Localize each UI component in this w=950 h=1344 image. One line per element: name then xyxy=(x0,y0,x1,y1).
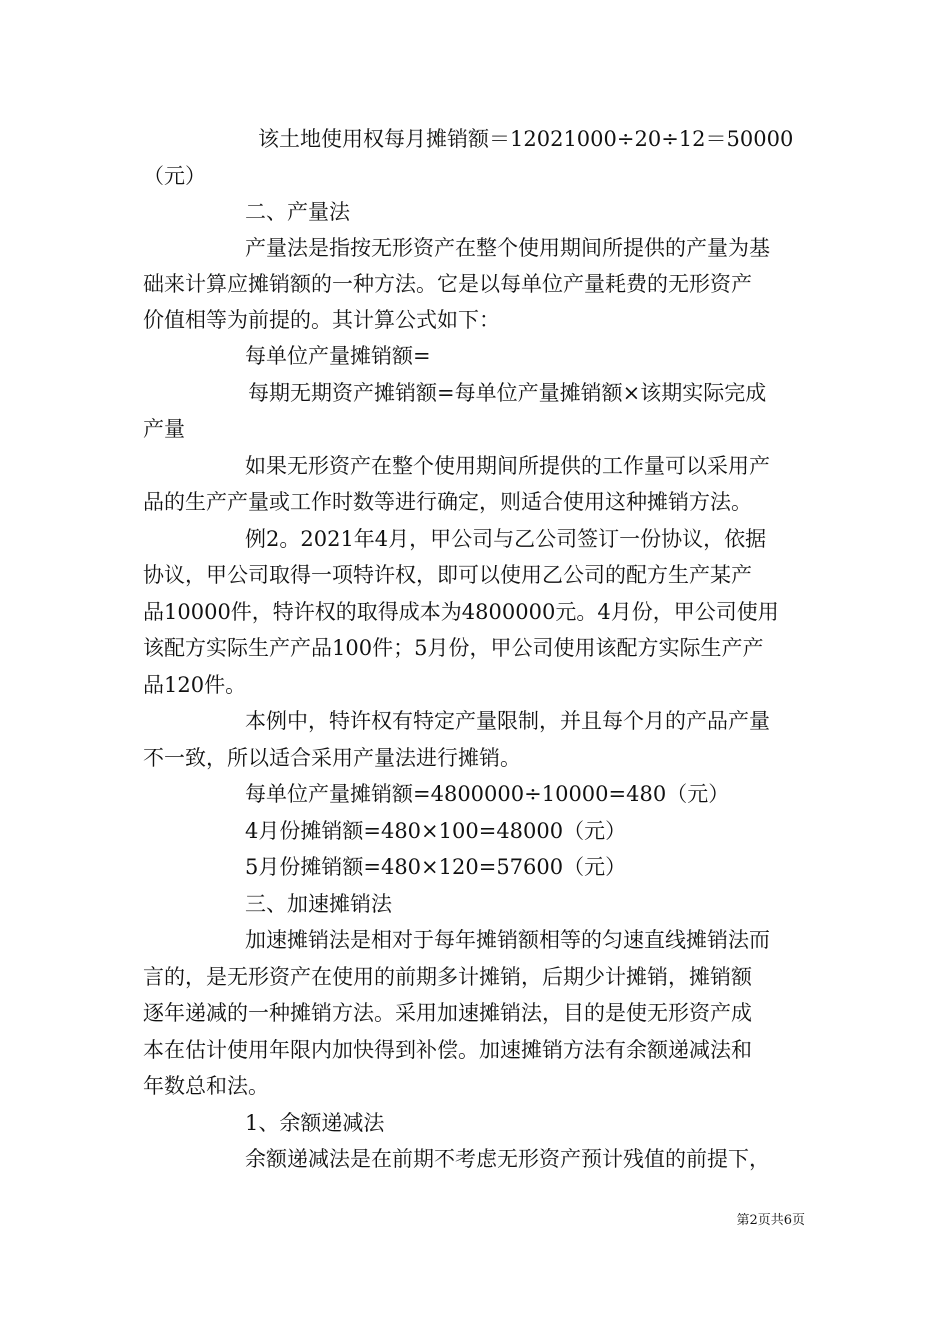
subsection-heading-1: 1、余额递减法 xyxy=(245,1111,385,1135)
formula-line-2: 每期无期资产摊销额=每单位产量摊销额×该期实际完成 xyxy=(248,381,767,405)
calc-line-3: 5月份摊销额=480×120=57600（元） xyxy=(245,855,627,879)
example-line-2: 协议，甲公司取得一项特许权，即可以使用乙公司的配方生产某产 xyxy=(143,563,752,587)
example-line-5: 品120件。 xyxy=(143,673,247,697)
text-line-6: 价值相等为前提的。其计算公式如下： xyxy=(143,308,500,332)
formula-line-1: 每单位产量摊销额= xyxy=(245,344,431,368)
text-line-25: 逐年递减的一种摊销方法。采用加速摊销法，目的是使无形资产成 xyxy=(143,1001,752,1025)
text-line-27: 年数总和法。 xyxy=(143,1074,269,1098)
calc-line-2: 4月份摊销额=480×100=48000（元） xyxy=(245,819,627,843)
text-line-17: 本例中，特许权有特定产量限制，并且每个月的产品产量 xyxy=(245,709,770,733)
text-line-18: 不一致，所以适合采用产量法进行摊销。 xyxy=(143,746,521,770)
text-line-10: 如果无形资产在整个使用期间所提供的工作量可以采用产 xyxy=(245,454,770,478)
text-line-11: 品的生产产量或工作时数等进行确定，则适合使用这种摊销方法。 xyxy=(143,490,752,514)
text-line-24: 言的，是无形资产在使用的前期多计摊销，后期少计摊销，摊销额 xyxy=(143,965,752,989)
example-line-3: 品10000件，特许权的取得成本为4800000元。4月份，甲公司使用 xyxy=(143,600,779,624)
example-line-4: 该配方实际生产产品100件；5月份，甲公司使用该配方实际生产产 xyxy=(143,636,764,660)
text-line-1: 该土地使用权每月摊销额＝12021000÷20÷12＝50000 xyxy=(258,127,794,151)
section-heading-3: 三、加速摊销法 xyxy=(245,892,392,916)
page-number: 第2页共6页 xyxy=(736,1213,805,1228)
text-line-9: 产量 xyxy=(143,417,185,441)
text-line-2: （元） xyxy=(143,164,206,188)
text-line-23: 加速摊销法是相对于每年摊销额相等的匀速直线摊销法而 xyxy=(245,928,770,952)
text-line-26: 本在估计使用年限内加快得到补偿。加速摊销方法有余额递减法和 xyxy=(143,1038,752,1062)
calc-line-1: 每单位产量摊销额=4800000÷10000=480（元） xyxy=(245,782,730,806)
text-line-4: 产量法是指按无形资产在整个使用期间所提供的产量为基 xyxy=(245,236,770,260)
section-heading-2: 二、产量法 xyxy=(245,200,350,224)
text-line-29: 余额递减法是在前期不考虑无形资产预计残值的前提下， xyxy=(245,1147,770,1171)
example-line-1: 例2。2021年4月，甲公司与乙公司签订一份协议，依据 xyxy=(245,527,767,551)
text-line-5: 础来计算应摊销额的一种方法。它是以每单位产量耗费的无形资产 xyxy=(143,272,752,296)
